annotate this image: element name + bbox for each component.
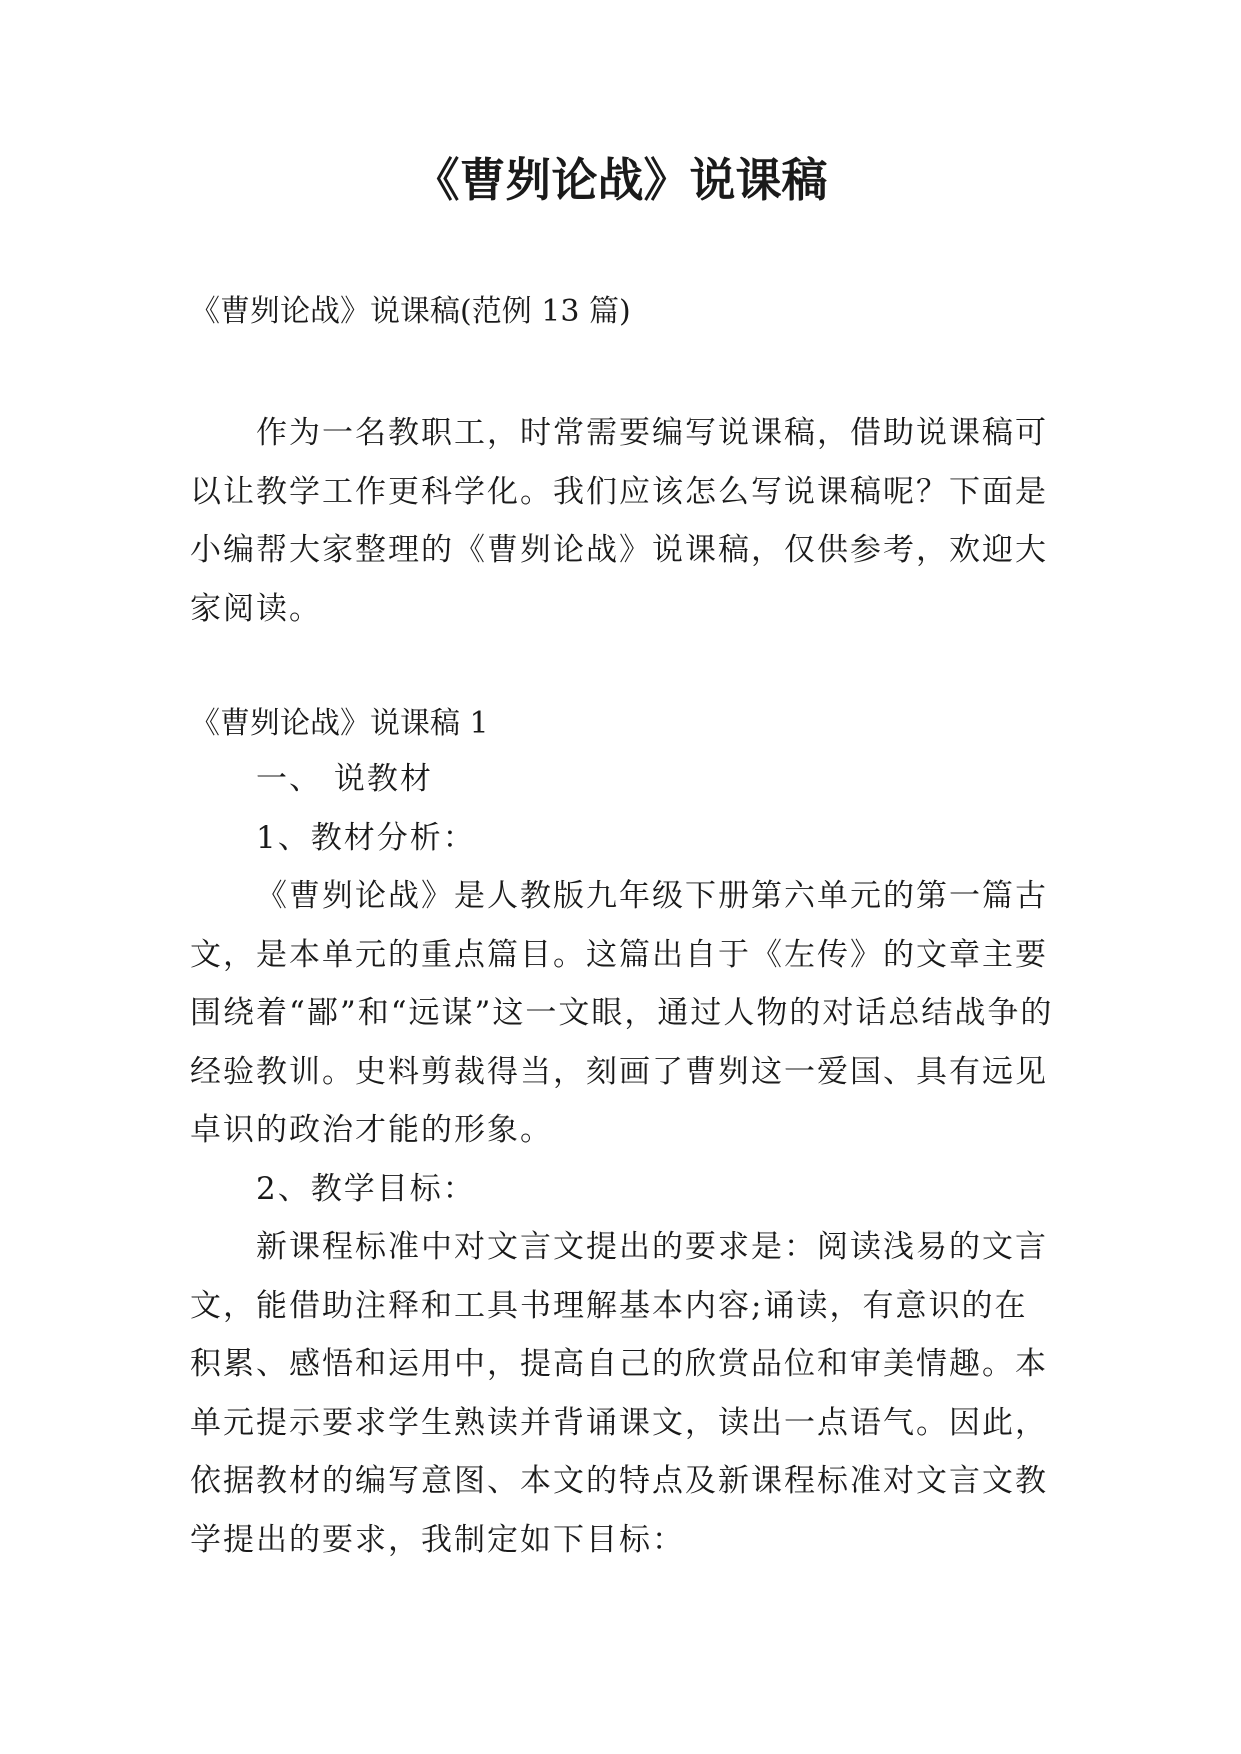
section-heading: 《曹刿论战》说课稿 1 <box>190 706 489 741</box>
item-heading-analysis: 1、教材分析： <box>256 819 476 856</box>
analysis-paragraph: 《曹刿论战》是人教版九年级下册第六单元的第一篇古文，是本单元的重点篇目。这篇出自于《左传》的文章主要围绕着“鄙”和“远谋”这一文眼，通过人物的对话总结战争的经验教训。史料剪裁得当，刻画了曹刿这一爱国、具有远见卓识的政治才能的形象。 <box>190 878 1054 1148</box>
item-heading-goals: 2、教学目标： <box>256 1170 476 1207</box>
document-subtitle: 《曹刿论战》说课稿(范例 13 篇) <box>190 294 631 329</box>
section-body <box>190 750 1060 1569</box>
intro-paragraph: 作为一名教职工，时常需要编写说课稿，借助说课稿可以让教学工作更科学化。我们应该怎么写说课稿呢？下面是小编帮大家整理的《曹刿论战》说课稿，仅供参考，欢迎大家阅读。 <box>190 415 1048 627</box>
document-title: 《曹刿论战》说课稿 <box>413 153 828 207</box>
goals-paragraph: 新课程标准中对文言文提出的要求是：阅读浅易的文言文，能借助注释和工具书理解基本内容;诵读，有意识的在积累、感悟和运用中，提高自己的欣赏品位和审美情趣。本单元提示要求学生熟读并背诵课文，读出一点语气。因此，依据教材的编写意图、本文的特点及新课程标准对文言文教学提出的要求，我制定如下目标： <box>190 1229 1048 1558</box>
part-heading-teaching-material: 一、 说教材 <box>256 761 433 797</box>
